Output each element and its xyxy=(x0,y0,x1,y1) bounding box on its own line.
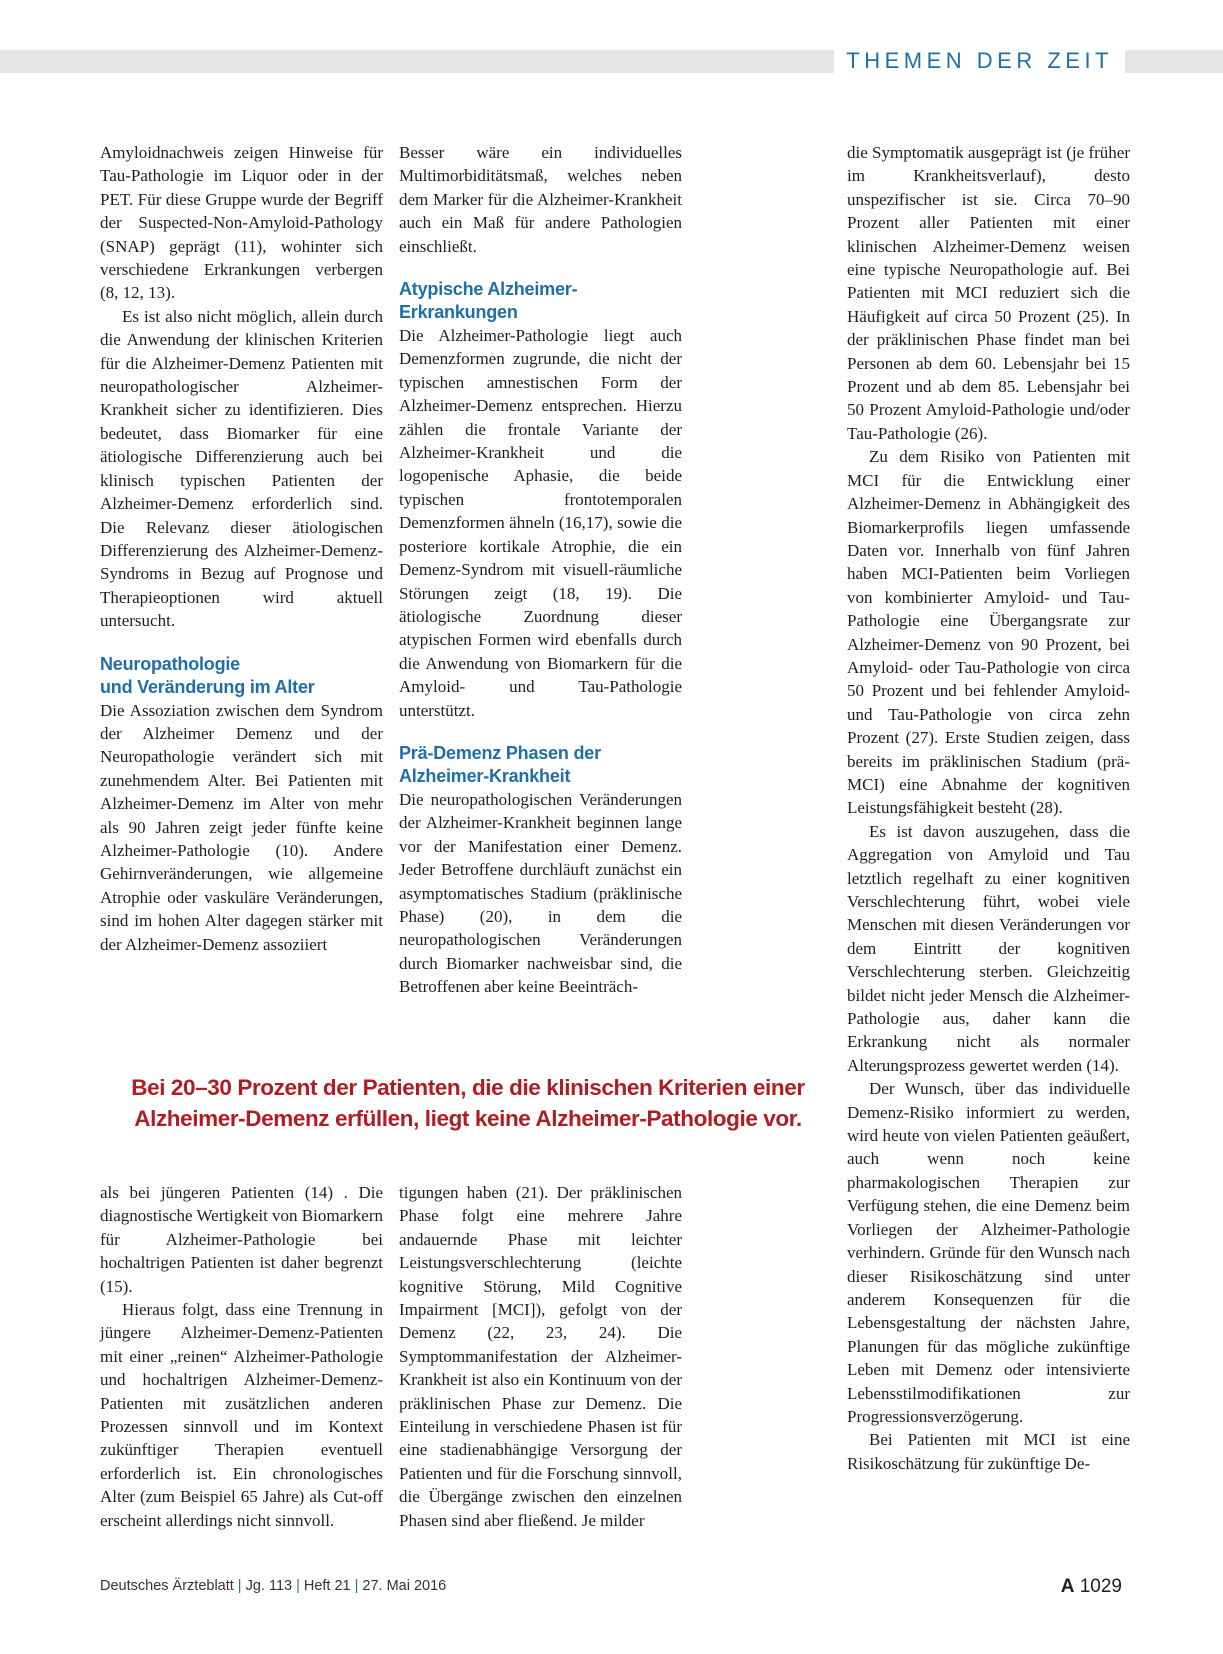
paragraph: Besser wäre ein individuelles Multimorbiditätsmaß, welches neben dem Marker für die Alzheimer-Krankheit auch ein Maß für andere Pathologien einschließt. xyxy=(399,143,682,256)
paragraph: Der Wunsch, über das individuelle Demenz-Risiko informiert zu werden, wird heute von vielen Patienten geäußert, auch wenn noch keine pharmakologischen Therapien zur Verfügung stehen, die eine Demenz beim Vorliegen der Alzheimer-Pathologie verhindern. Gründe für den Wunsch nach dieser Risikoschätzung sind unter anderem Konsequenzen für die Lebensgestaltung der nächsten Jahre, Planungen für das mögliche zukünftige Leben mit Demenz oder intensivierte Lebensstilmodifikationen zur Progressionsverzögerung. xyxy=(847,1079,1130,1426)
journal-volume: Jg. 113 xyxy=(245,1578,293,1594)
paragraph: tigungen haben (21). Der präklinischen Phase folgt eine mehrere Jahre andauernde Phase mit leichter Leistungsverschlechterung (leichte kognitive Störung, Mild Cognitive Impairment [MCI]), gefolgt von der Demenz (22, 23, 24). Die Symptommanifestation der Alzheimer-Krankheit ist also ein Kontinuum von der präklinischen Phase zur Demenz. Die Einteilung in verschiedene Phasen ist für eine stadienabhängige Versorgung der Patienten und für die Forschung sinnvoll, die Übergänge zwischen den einzelnen Phasen sind aber fließend. Je milder xyxy=(399,1183,682,1530)
footer-separator: | xyxy=(237,1578,242,1594)
paragraph: als bei jüngeren Patienten (14) . Die diagnostische Wertigkeit von Biomarkern für Alzheimer-Pathologie bei hochaltrigen Patienten ist daher begrenzt (15). xyxy=(100,1183,384,1296)
paragraph: Die neuropathologischen Veränderungen der Alzheimer-Krankheit beginnen lange vor der Manifestation einer Demenz. Jeder Betroffene durchläuft zunächst ein asymptomatisches Stadium (präklinische Phase) (20), in dem die neuropathologischen Veränderungen durch Biomarker nachweisbar sind, die Betroffenen aber keine Beeinträch- xyxy=(399,789,682,997)
paragraph: Hieraus folgt, dass eine Trennung in jüngere Alzheimer-Demenz-Patienten mit einer „reinen“ Alzheimer-Pathologie und hochaltrigen Alzheimer-Demenz-Patienten mit zusätzlichen anderen Prozessen sinnvoll und im Kontext zukünftiger Therapien eventuell erforderlich ist. Ein chronologisches Alter (zum Beispiel 65 Jahre) als Cut-off erscheint allerdings nicht sinnvoll. xyxy=(100,1300,383,1530)
section-heading-atypische: Atypische Alzheimer- Erkrankungen xyxy=(399,279,578,323)
journal-issue: Heft 21 xyxy=(303,1578,351,1594)
page-number-value: 1029 xyxy=(1079,1576,1122,1597)
paragraph: Die Alzheimer-Pathologie liegt auch Demenzformen zugrunde, die nicht der typischen amnestischen Form der Alzheimer-Demenz entsprechen. Hierzu zählen die frontale Variante der Alzheimer-Krankheit und die logopenische Aphasie, die beide typischen frontotemporalen Demenzformen ähneln (16,17), sowie die posteriore kortikale Atrophie, die ein Demenz-Syndrom mit visuell-räumliche Störungen zeigt (18, 19). Die ätiologische Zuordnung dieser atypischen Formen wird ebenfalls durch die Anwendung von Biomarkern für die Amyloid- und Tau-Pathologie unterstützt. xyxy=(399,326,682,720)
column-3 xyxy=(847,141,1130,1475)
paragraph: Es ist also nicht möglich, allein durch die Anwendung der klinischen Kriterien für die Alzheimer-Demenz Patienten mit neuropathologischer Alzheimer-Krankheit sicher zu identifizieren. Dies bedeutet, dass Biomarker für eine ätiologische Differenzierung auch bei klinisch typischen Patienten der Alzheimer-Demenz erforderlich sind. Die Relevanz dieser ätiologischen Differenzierung des Alzheimer-Demenz-Syndroms in Bezug auf Prognose und Therapieoptionen wird aktuell untersucht. xyxy=(100,306,383,631)
paragraph: Amyloidnachweis zeigen Hinweise für Tau-Pathologie im Liquor oder in der PET. Für diese Gruppe wurde der Begriff der Suspected-Non-Amyloid-Pathology (SNAP) geprägt (11), wohinter sich verschiedene Erkrankungen verbergen (8, 12, 13). xyxy=(100,143,383,303)
journal-date: 27. Mai 2016 xyxy=(362,1578,447,1594)
column-2-bottom xyxy=(399,1181,682,1532)
footer-separator: | xyxy=(296,1578,300,1594)
pull-quote xyxy=(98,1072,838,1134)
column-1-bottom xyxy=(100,1181,383,1532)
page-prefix: A xyxy=(1060,1576,1075,1597)
paragraph: Es ist davon auszugehen, dass die Aggregation von Amyloid und Tau letztlich regelhaft zu einer kognitiven Verschlechterung führt, wobei viele Menschen mit diesen Veränderungen vor dem Eintritt der kognitiven Verschlechterung sterben. Gleichzeitig bildet nicht jeder Mensch die Alzheimer-Pathologie aus, daher kann die Erkrankung nicht als normaler Alterungsprozess gewertet werden (14). xyxy=(847,821,1130,1075)
footer-separator: | xyxy=(354,1578,359,1594)
page-footer xyxy=(100,1578,1122,1602)
paragraph: Die Assoziation zwischen dem Syndrom der Alzheimer Demenz und der Neuropathologie verändert sich mit zunehmendem Alter. Bei Patienten mit Alzheimer-Demenz im Alter von mehr als 90 Jahren zeigt jeder fünfte keine Alzheimer-Pathologie (10). Andere Gehirnveränderungen, wie allgemeine Atrophie oder vaskuläre Veränderungen, sind im hohen Alter dagegen stärker mit der Alzheimer-Demenz assoziiert xyxy=(100,700,383,954)
paragraph: die Symptomatik ausgeprägt ist (je früher im Krankheitsverlauf), desto unspezifischer ist sie. Circa 70–90 Prozent aller Patienten mit einer klinischen Alzheimer-Demenz weisen eine typische Neuropathologie auf. Bei Patienten mit MCI reduziert sich die Häufigkeit auf circa 50 Prozent (25). In der präklinischen Phase findet man bei Personen ab dem 60. Lebensjahr bei 15 Prozent und ab dem 85. Lebensjahr bei 50 Prozent Amyloid-Pathologie und/oder Tau-Pathologie (26). xyxy=(847,143,1130,443)
page-number xyxy=(1061,1576,1122,1598)
section-heading-praedemenz: Prä-Demenz Phasen der Alzheimer-Krankheit xyxy=(399,742,601,786)
pull-quote-line: Alzheimer-Demenz erfüllen, liegt keine Alzheimer-Pathologie vor. xyxy=(134,1106,802,1131)
journal-name: Deutsches Ärzteblatt xyxy=(100,1578,234,1594)
paragraph: Bei Patienten mit MCI ist eine Risikoschätzung für zukünftige De- xyxy=(847,1430,1130,1473)
section-heading-neuropathologie: Neuropathologie und Veränderung im Alter xyxy=(100,653,315,697)
column-2-top xyxy=(399,141,682,999)
column-1-top xyxy=(100,141,383,956)
paragraph: Zu dem Risiko von Patienten mit MCI für die Entwicklung einer Alzheimer-Demenz in Abhängigkeit des Biomarkerprofils liegen umfassende Daten vor. Innerhalb von fünf Jahren haben MCI-Patienten beim Vorliegen von kombinierter Amyloid- und Tau-Pathologie eine Übergangsrate zur Alzheimer-Demenz von 90 Prozent, bei Amyloid- oder Tau-Pathologie von circa 50 Prozent und bei fehlender Amyloid- und Tau-Pathologie von circa zehn Prozent (27). Erste Studien zeigen, dass bereits im präklinischen Stadium (prä-MCI) eine Abnahme der kognitiven Leistungsfähigkeit besteht (28). xyxy=(847,447,1130,818)
section-title: THEMEN DER ZEIT xyxy=(834,46,1125,76)
pull-quote-line: Bei 20–30 Prozent der Patienten, die die klinischen Kriterien einer xyxy=(131,1075,805,1100)
